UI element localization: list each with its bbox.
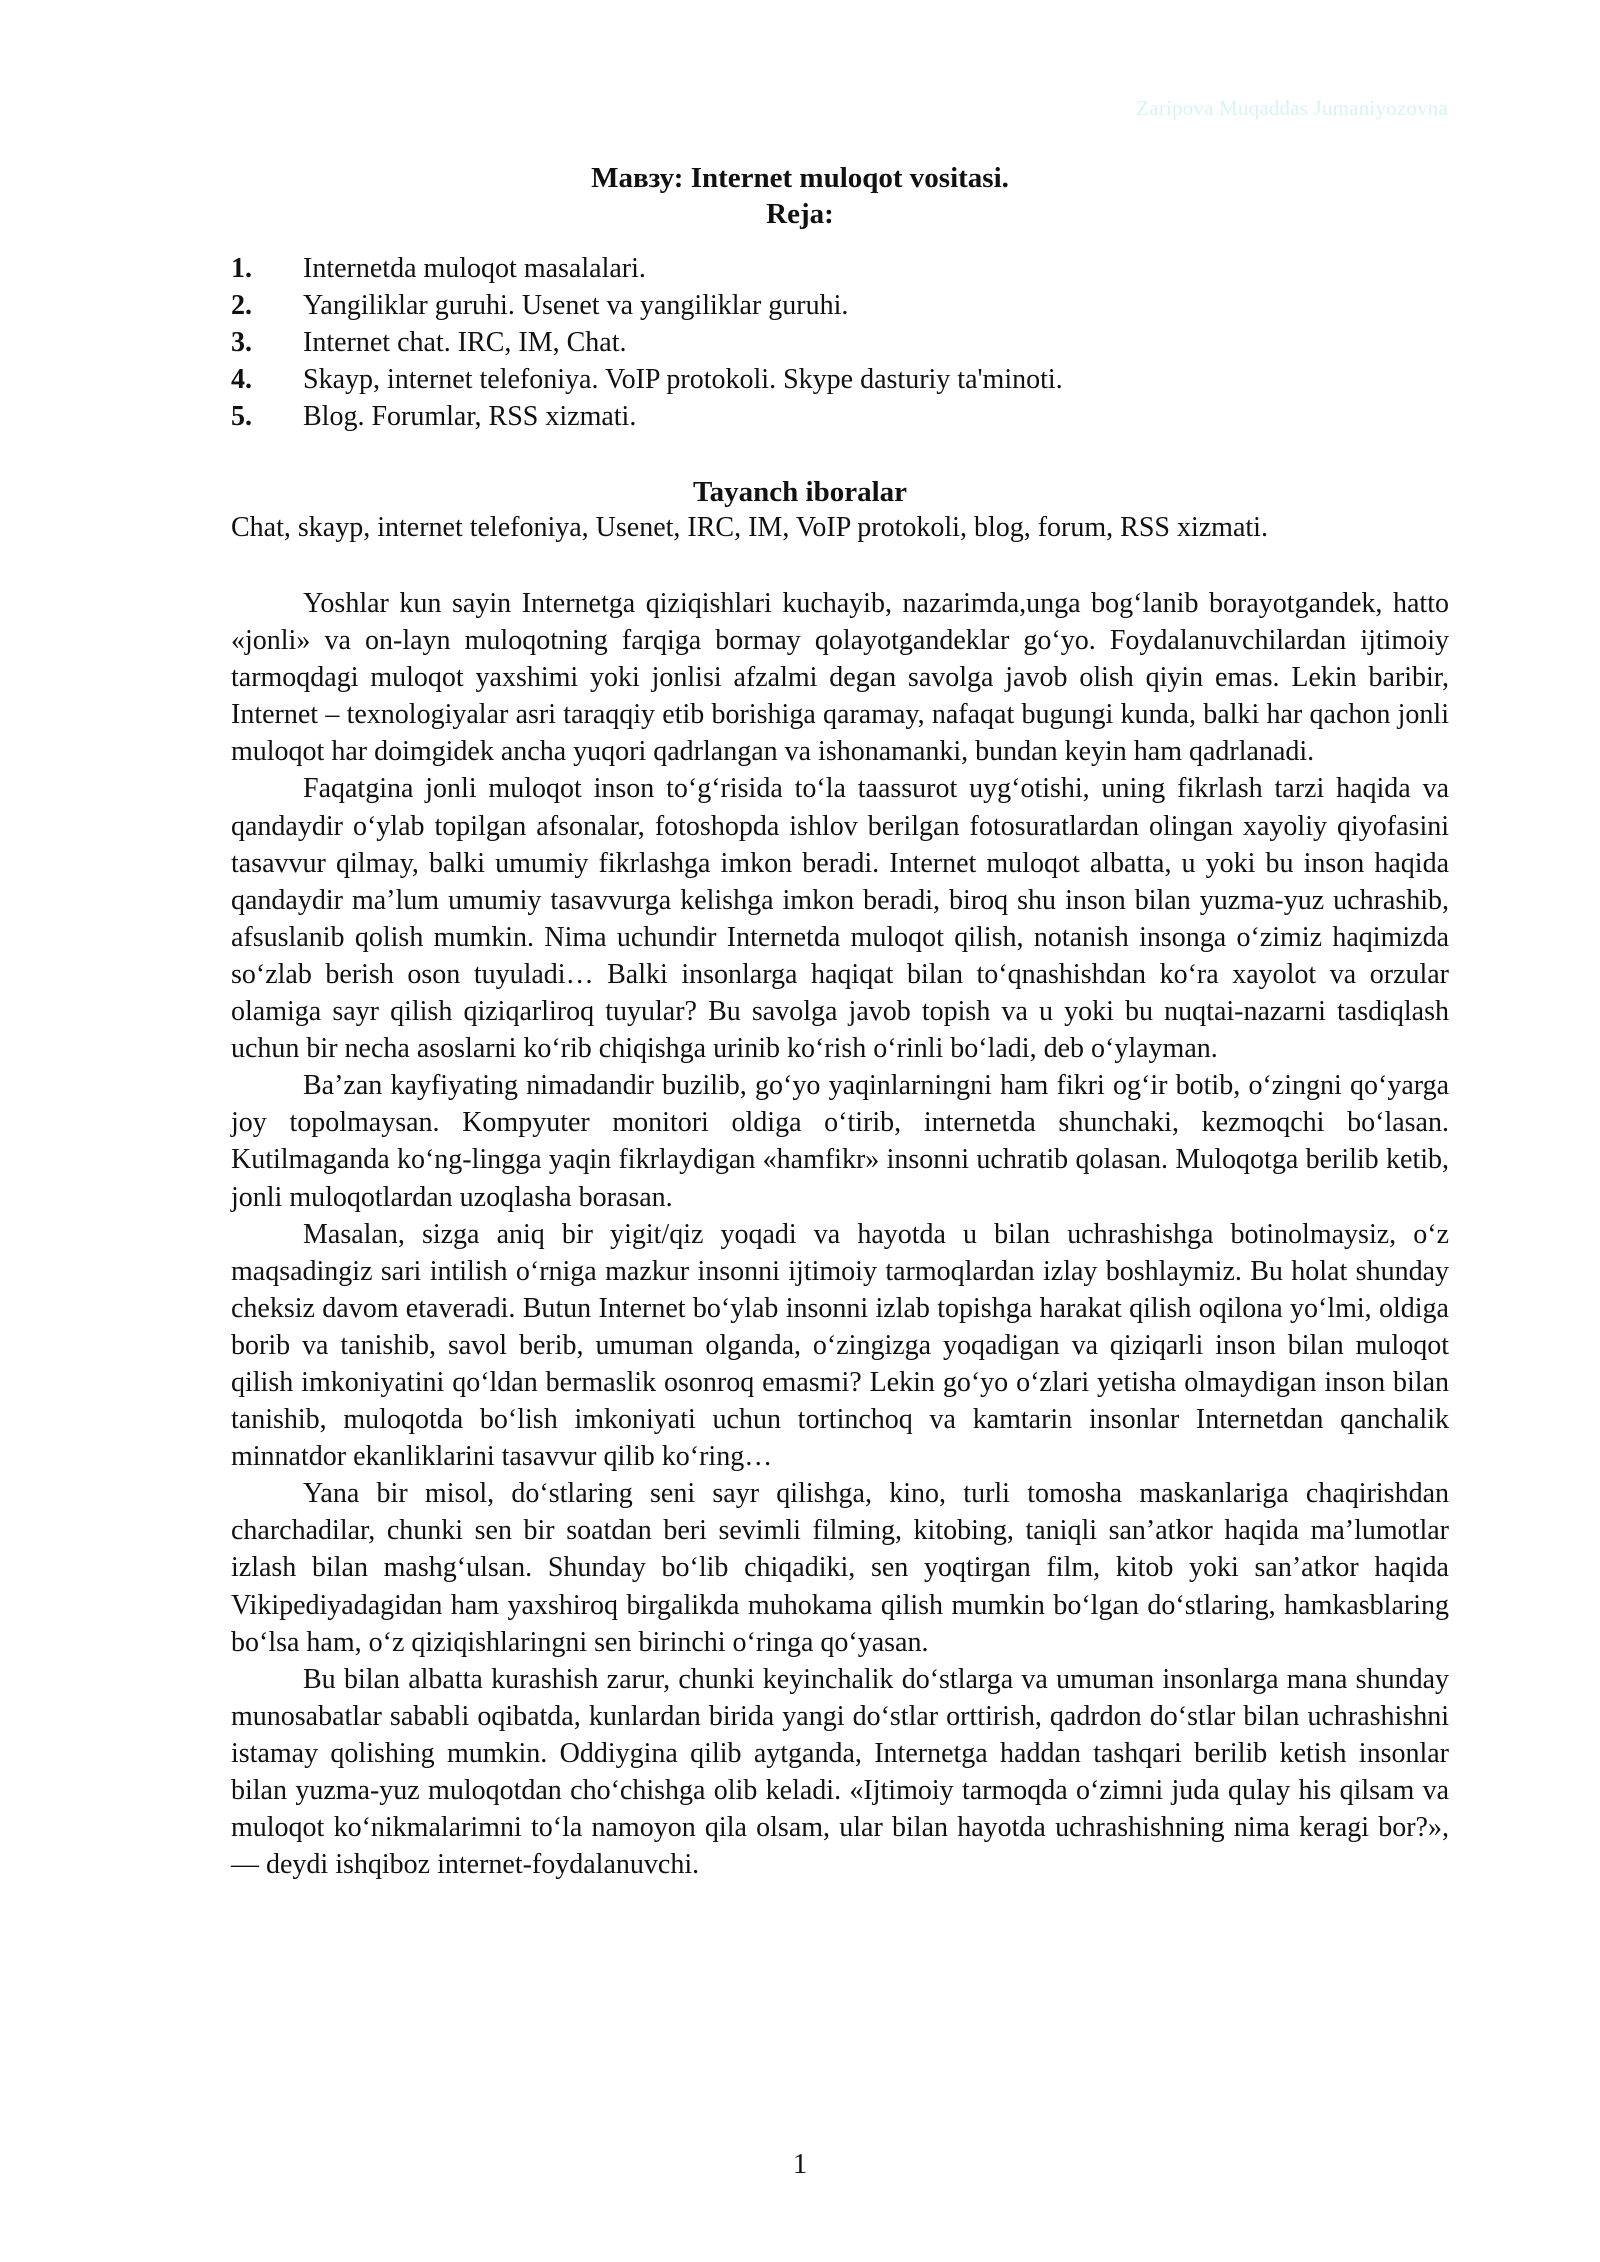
plan-list [231,250,1431,435]
plan-item-number: 2. [231,290,252,321]
plan-item-number: 4. [231,364,252,395]
plan-item-text: Blog. Forumlar, RSS xizmati. [303,401,637,432]
plan-item-text: Internetda muloqot masalalari. [303,253,646,284]
plan-heading: Reja: [766,198,834,230]
plan-item [231,361,1431,398]
plan-item [231,324,1431,361]
paragraph: Bu bilan albatta kurashish zarur, chunki keyinchalik do‘stlarga va umuman insonlarga mana shunday munosabatlar sababli oqibatda, kunlardan birida yangi do‘stlar orttirish, qadrdon do‘stlar bilan uchrashishni istamay qolishing mumkin. Oddiygina qilib aytganda, Internetga haddan tashqari berilib ketish insonlar bilan yuzma-yuz muloqotdan cho‘chishga olib keladi. «Ijtimoiy tarmoqda o‘zimni juda qulay his qilsam va muloqot ko‘nikmalarimni to‘la namoyon qila olsam, ular bilan hayotda uchrashishning nima keragi bor?», — deydi ishqiboz internet-foydalanuvchi. [231,1663,1449,1881]
keywords-text: Chat, skayp, internet telefoniya, Usenet, IRC, IM, VoIP protokoli, blog, forum, RSS xizmati. [231,512,1268,543]
page-number: 1 [792,2148,808,2180]
paragraph: Ba’zan kayfiyating nimadandir buzilib, go‘yo yaqinlarningni ham fikri og‘ir botib, o‘zingni qo‘yarga joy topolmaysan. Kompyuter monitori oldiga o‘tirib, internetda shunchaki, kezmoqchi bo‘lasan. Kutilmaganda ko‘ng-lingga yaqin fikrlaydigan «hamfikr» insonni uchratib qolasan. Muloqotga berilib ketib, jonli muloqotlardan uzoqlasha borasan. [231,1070,1449,1213]
plan-item [231,250,1431,287]
page-title: Мавзу: Internet muloqot vositasi. [591,162,1009,194]
plan-item [231,398,1431,435]
paragraph: Masalan, sizga aniq bir yigit/qiz yoqadi va hayotda u bilan uchrashishga botinolmaysiz, o‘z maqsadingiz sari intilish o‘rniga mazkur insonni ijtimoiy tarmoqlardan izlay boshlaymiz. Bu holat shunday cheksiz davom etaveradi. Butun Internet bo‘ylab insonni izlab topishga harakat qilish oqilona yo‘lmi, oldiga borib va tanishib, savol berib, umuman olganda, o‘zingizga yoqadigan va qiziqarli inson bilan muloqot qilish imkoniyatini qo‘ldan bermaslik osonroq emasmi? Lekin go‘yo o‘zlari yetisha olmaydigan inson bilan tanishib, muloqotda bo‘lish imkoniyati uchun tortinchoq va kamtarin insonlar Internetdan qanchalik minnatdor ekanliklarini tasavvur qilib ko‘ring… [231,1218,1449,1473]
plan-item [231,287,1431,324]
plan-item-text: Internet chat. IRC, IM, Chat. [303,327,627,358]
paragraph: Yana bir misol, do‘stlaring seni sayr qilishga, kino, turli tomosha maskanlariga chaqirishdan charchadilar, chunki sen bir soatdan beri sevimli filming, kitobing, taniqli san’atkor haqida ma’lumotlar izlash bilan mashg‘ulsan. Shunday bo‘lib chiqadiki, sen yoqtirgan film, kitob yoki san’atkor haqida Vikipediyadagidan ham yaxshiroq birgalikda muhokama qilish mumkin bo‘lgan do‘stlaring, hamkasblaring bo‘lsa ham, o‘z qiziqishlaringni sen birinchi o‘ringa qo‘yasan. [231,1478,1449,1658]
plan-item-text: Yangiliklar guruhi. Usenet va yangiliklar guruhi. [303,290,849,321]
body-text [231,585,1449,1883]
plan-item-number: 3. [231,327,252,358]
plan-item-text: Skayp, internet telefoniya. VoIP protokoli. Skype dasturiy ta'minoti. [303,364,1063,395]
keywords-heading: Tayanch iboralar [692,476,908,508]
paragraph: Yoshlar kun sayin Internetga qiziqishlari kuchayib, nazarimda,unga bog‘lanib borayotgandek, hatto «jonli» va on-layn muloqotning farqiga bormay qolayotgandeklar go‘yo. Foydalanuvchilardan ijtimoiy tarmoqdagi muloqot yaxshimi yoki jonlisi afzalmi degan savolga javob olish qiyin emas. Lekin baribir, Internet – texnologiyalar asri taraqqiy etib borishiga qaramay, nafaqat bugungi kunda, balki har qachon jonli muloqot har doimgidek ancha yuqori qadrlangan va ishonamanki, bundan keyin ham qadrlanadi. [231,588,1449,768]
author-watermark: Zaripova Muqaddas Jumaniyozovna [1136,96,1448,120]
plan-item-number: 5. [231,401,252,432]
plan-item-number: 1. [231,253,252,284]
paragraph: Faqatgina jonli muloqot inson to‘g‘risida to‘la taassurot uyg‘otishi, uning fikrlash tarzi haqida va qandaydir o‘ylab topilgan afsonalar, fotoshopda ishlov berilgan fotosuratlardan olingan xayoliy qiyofasini tasavvur qilmay, balki umumiy fikrlashga imkon beradi. Internet muloqot albatta, u yoki bu inson haqida qandaydir ma’lum umumiy tasavvurga kelishga imkon beradi, biroq shu inson bilan yuzma-yuz uchrashib, afsuslanib qolish mumkin. Nima uchundir Internetda muloqot qilish, notanish insonga o‘zimiz haqimizda so‘zlab berish oson tuyuladi… Balki insonlarga haqiqat bilan to‘qnashishdan ko‘ra xayolot va orzular olamiga sayr qilish qiziqarliroq tuyular? Bu savolga javob topish va u yoki bu nuqtai-nazarni tasdiqlash uchun bir necha asoslarni ko‘rib chiqishga urinib ko‘rish o‘rinli bo‘ladi, deb o‘ylayman. [231,773,1449,1065]
